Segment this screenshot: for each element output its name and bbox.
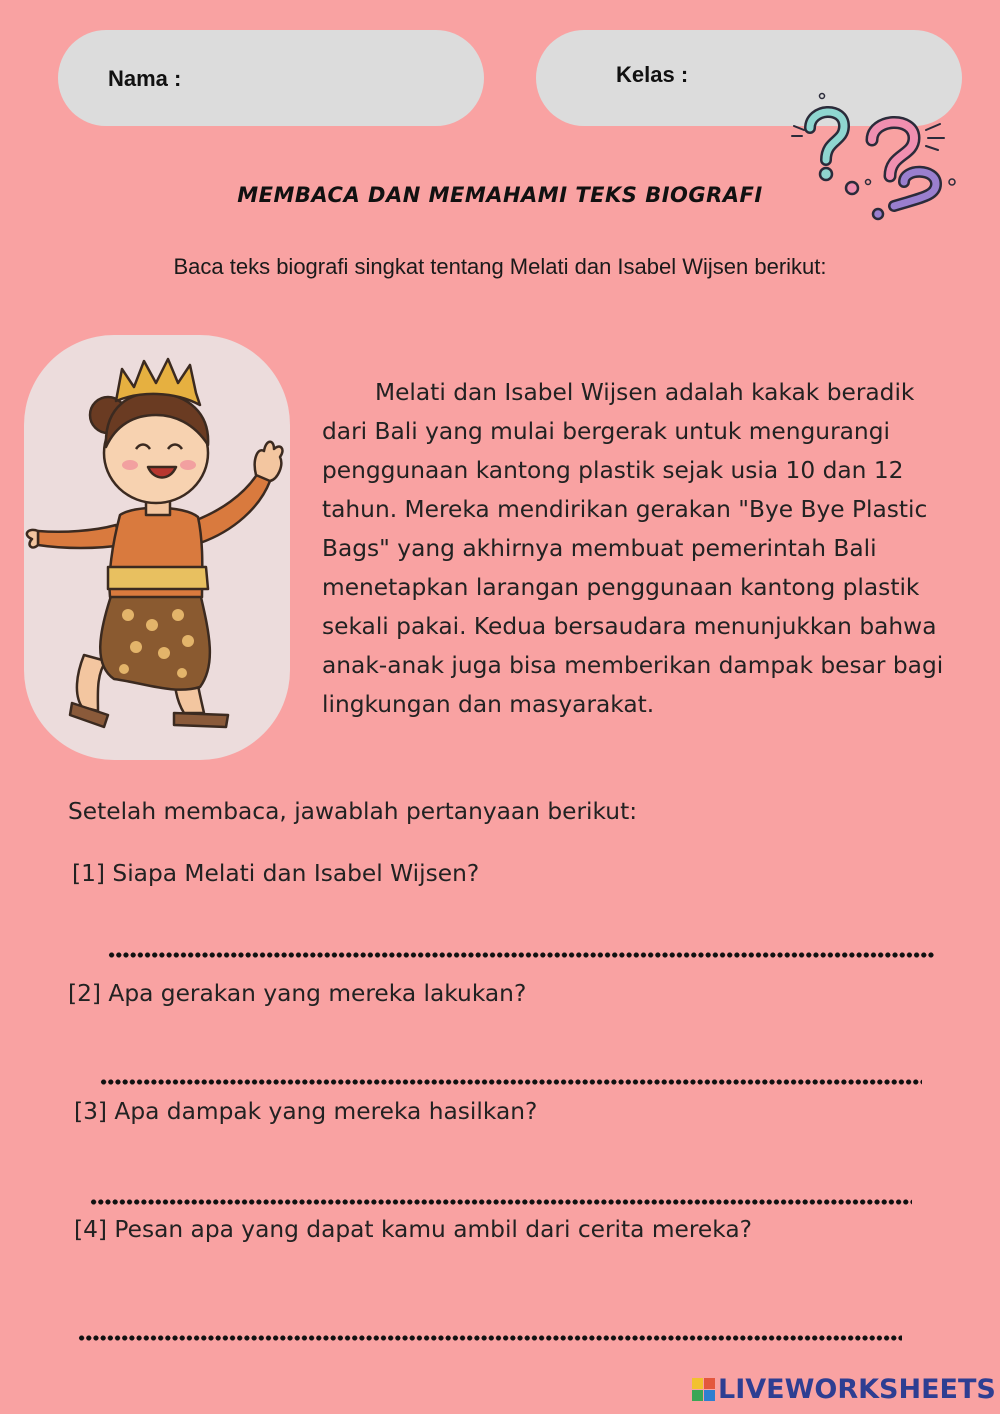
biography-text [322, 373, 982, 724]
answer-line-1[interactable] [108, 951, 934, 959]
bio-line: Bags" yang akhirnya membuat pemerintah Bali [322, 535, 877, 562]
answer-line-3[interactable] [90, 1198, 912, 1206]
name-field[interactable] [58, 30, 484, 126]
question-3: [3] Apa dampak yang mereka hasilkan? [74, 1098, 538, 1125]
liveworksheets-logo [692, 1374, 996, 1404]
illustration-panel [24, 335, 290, 760]
bio-line: tahun. Mereka mendirikan gerakan "Bye Bye Plastic [322, 496, 928, 523]
bio-line: sekali pakai. Kedua bersaudara menunjukkan bahwa [322, 613, 937, 640]
question-1: [1] Siapa Melati dan Isabel Wijsen? [72, 860, 480, 887]
bio-line: menetapkan larangan penggunaan kantong plastik [322, 574, 920, 601]
name-label: Nama : [108, 66, 182, 91]
brand-name: LIVEWORKSHEETS [718, 1373, 996, 1405]
bio-line: penggunaan kantong plastik sejak usia 10 dan 12 [322, 457, 904, 484]
question-2: [2] Apa gerakan yang mereka lakukan? [68, 980, 527, 1007]
answer-line-2[interactable] [100, 1078, 922, 1086]
girl-illustration [24, 335, 290, 760]
class-label: Kelas : [616, 62, 689, 87]
bio-line: lingkungan dan masyarakat. [322, 691, 655, 718]
question-4: [4] Pesan apa yang dapat kamu ambil dari cerita mereka? [74, 1216, 752, 1243]
worksheet-title: MEMBACA DAN MEMAHAMI TEKS BIOGRAFI [237, 183, 763, 207]
bio-line: anak-anak juga bisa memberikan dampak besar bagi [322, 652, 944, 679]
reading-instruction: Baca teks biografi singkat tentang Melati dan Isabel Wijsen berikut: [173, 254, 827, 279]
bio-line: Melati dan Isabel Wijsen adalah kakak beradik [375, 379, 915, 406]
questions-intro: Setelah membaca, jawablah pertanyaan berikut: [68, 798, 638, 825]
answer-line-4[interactable] [78, 1334, 902, 1342]
bio-line: dari Bali yang mulai bergerak untuk mengurangi [322, 418, 890, 445]
liveworksheets-logo-icon [692, 1378, 715, 1401]
